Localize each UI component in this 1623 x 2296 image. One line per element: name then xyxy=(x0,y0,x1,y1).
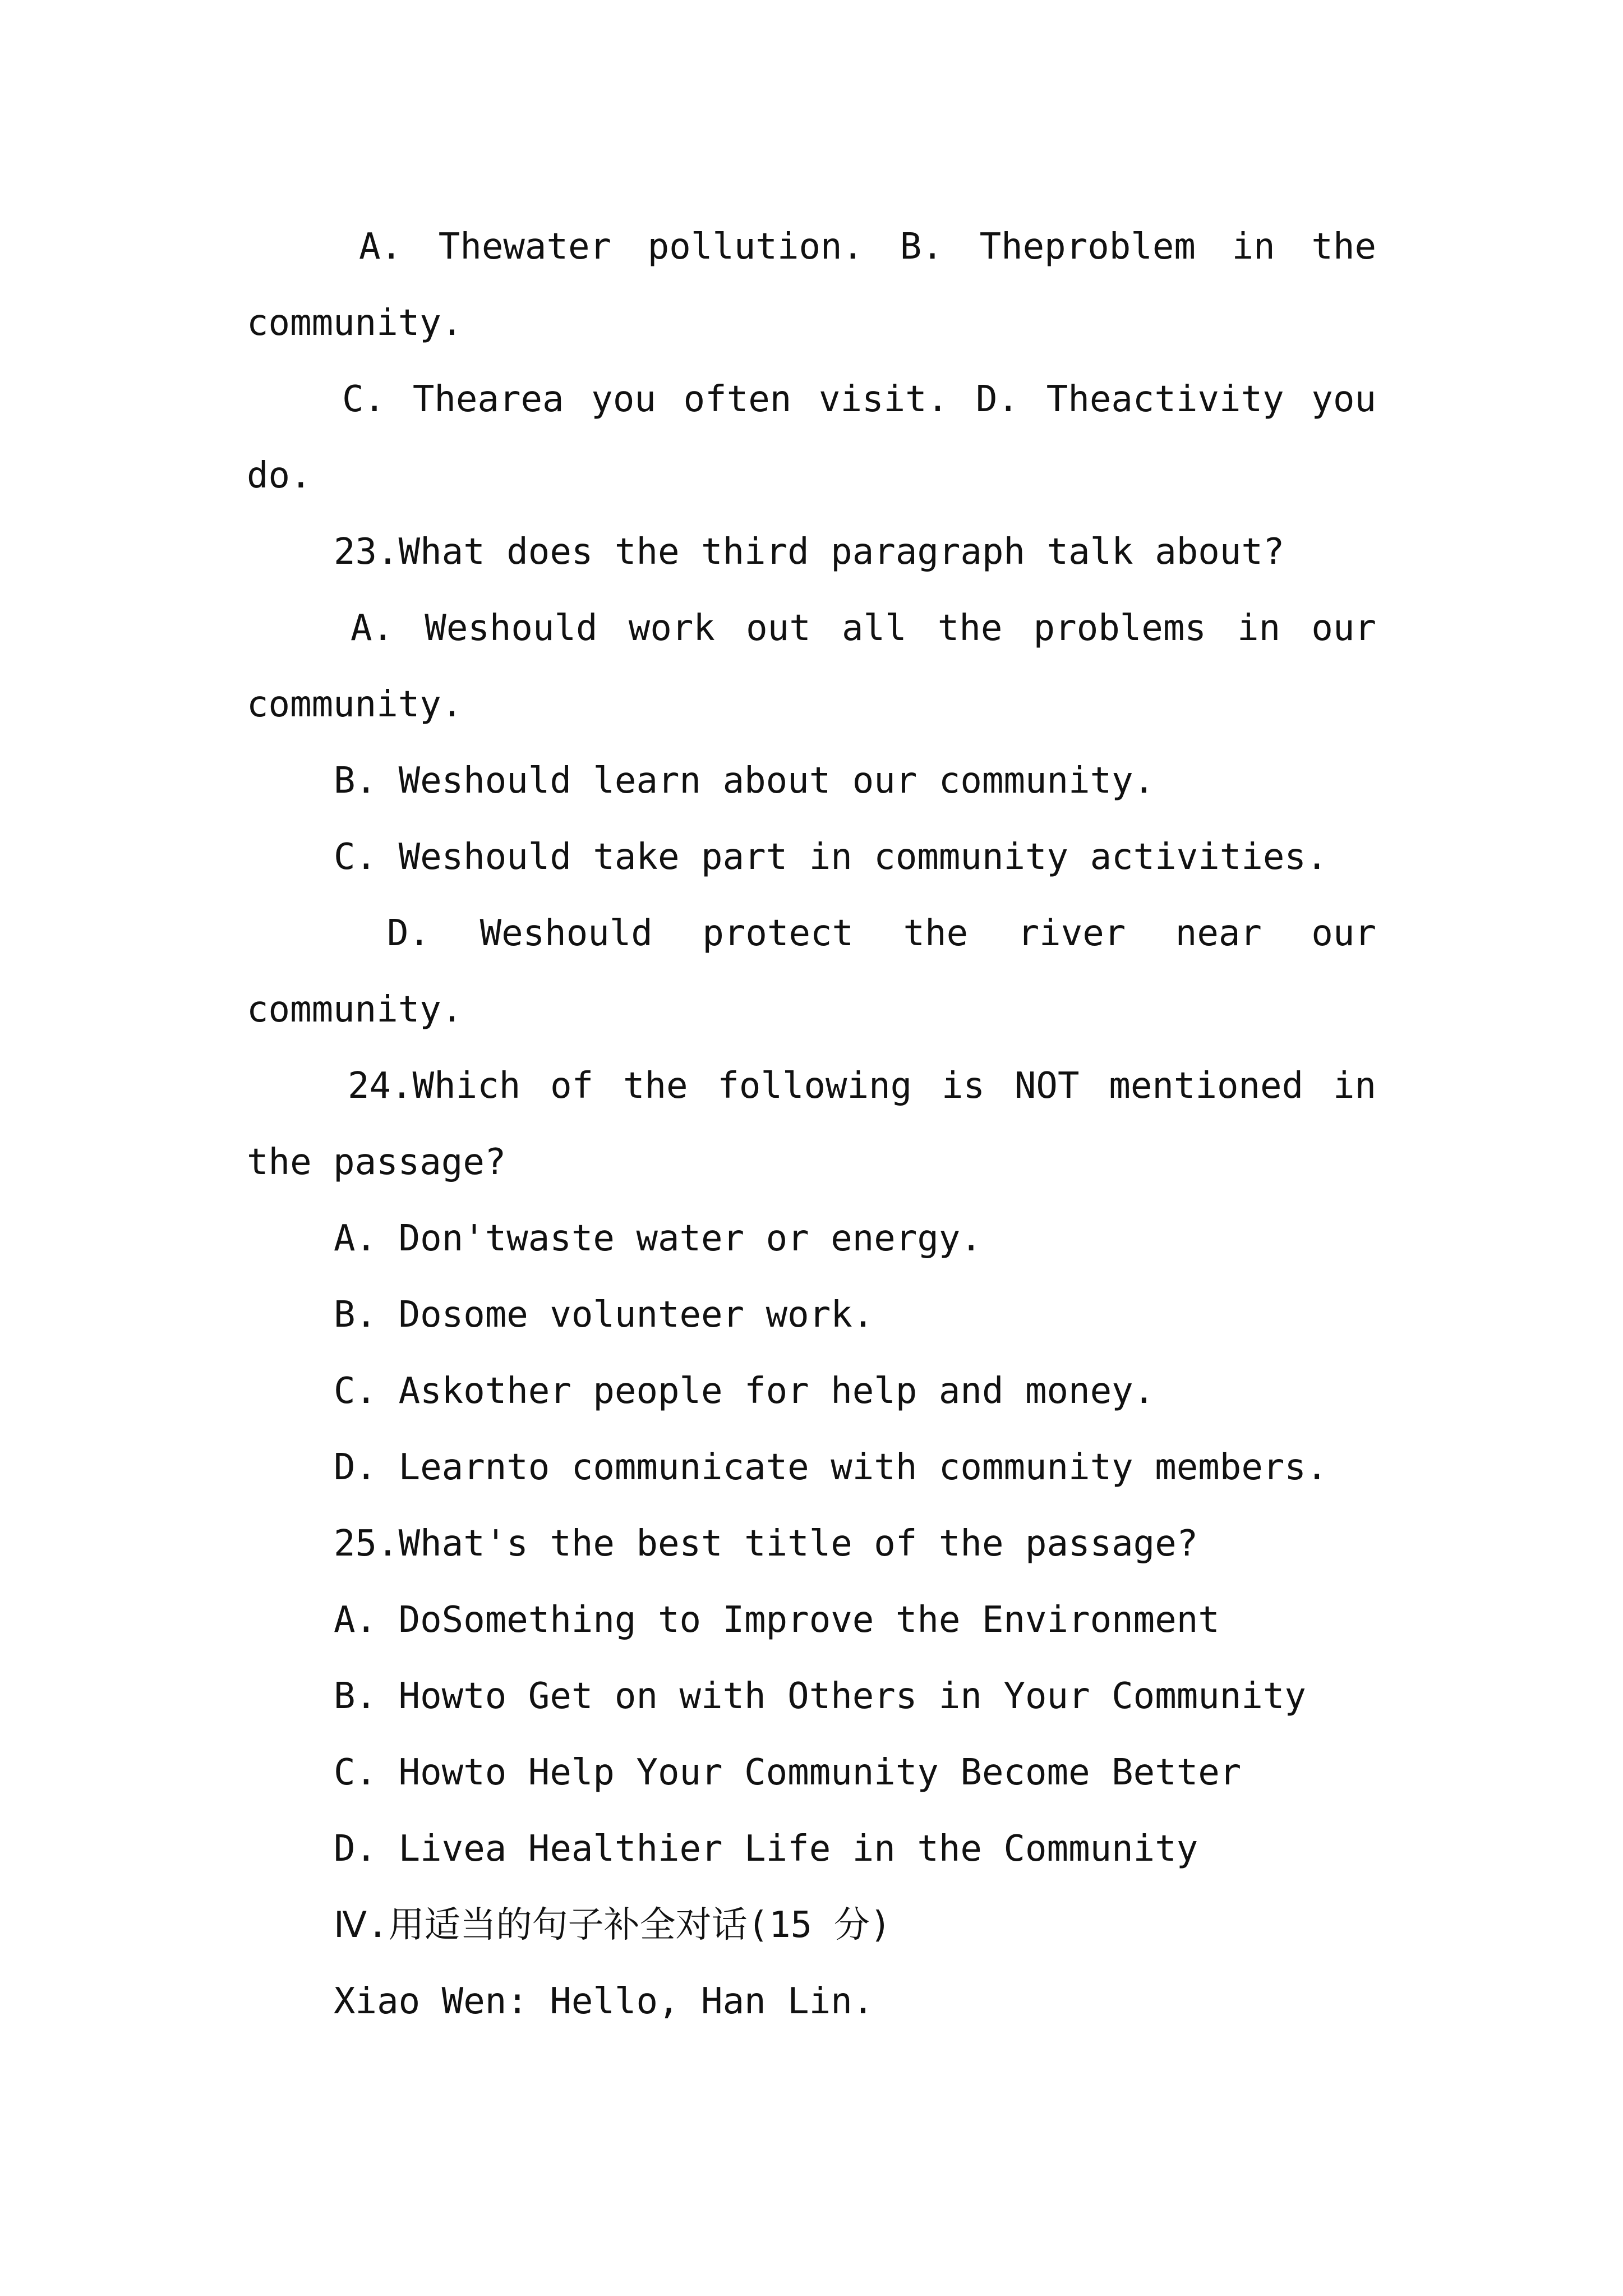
q24-option-c: C. Askother people for help and money. xyxy=(334,1370,1155,1412)
q24-option-b: B. Dosome volunteer work. xyxy=(334,1294,874,1336)
q24-option-d: D. Learnto communicate with community members. xyxy=(334,1447,1328,1488)
q23-option-a: A. Weshould work out all the problems in our xyxy=(351,608,1376,649)
section-iv-heading: Ⅳ.用适当的句子补全对话(15 分) xyxy=(334,1904,892,1946)
q23-option-d: D. Weshould protect the river near our xyxy=(387,913,1376,954)
q22-options-line-1: A. Thewater pollution. B. Theproblem in the xyxy=(359,226,1376,268)
question-24: 24.Which of the following is NOT mentioned in xyxy=(348,1065,1376,1107)
question-24-cont: the passage? xyxy=(247,1142,506,1183)
q25-option-d: D. Livea Healthier Life in the Community xyxy=(334,1828,1198,1870)
dialogue-line-1: Xiao Wen: Hello, Han Lin. xyxy=(334,1981,874,2022)
q23-option-c: C. Weshould take part in community activities. xyxy=(334,836,1328,878)
q25-option-b: B. Howto Get on with Others in Your Community xyxy=(334,1676,1306,1717)
q22-options-line-2: C. Thearea you often visit. D. Theactivity you xyxy=(342,379,1376,420)
question-25: 25.What's the best title of the passage? xyxy=(334,1523,1198,1565)
q25-option-a: A. DoSomething to Improve the Environment xyxy=(334,1599,1220,1641)
q23-option-b: B. Weshould learn about our community. xyxy=(334,760,1155,802)
q22-options-line-2-cont: do. xyxy=(247,455,312,496)
q23-option-d-cont: community. xyxy=(247,989,463,1030)
question-23: 23.What does the third paragraph talk about? xyxy=(334,531,1285,573)
q24-option-a: A. Don'twaste water or energy. xyxy=(334,1218,982,1259)
q22-options-line-1-cont: community. xyxy=(247,302,463,344)
q23-option-a-cont: community. xyxy=(247,684,463,725)
q25-option-c: C. Howto Help Your Community Become Better xyxy=(334,1752,1242,1793)
